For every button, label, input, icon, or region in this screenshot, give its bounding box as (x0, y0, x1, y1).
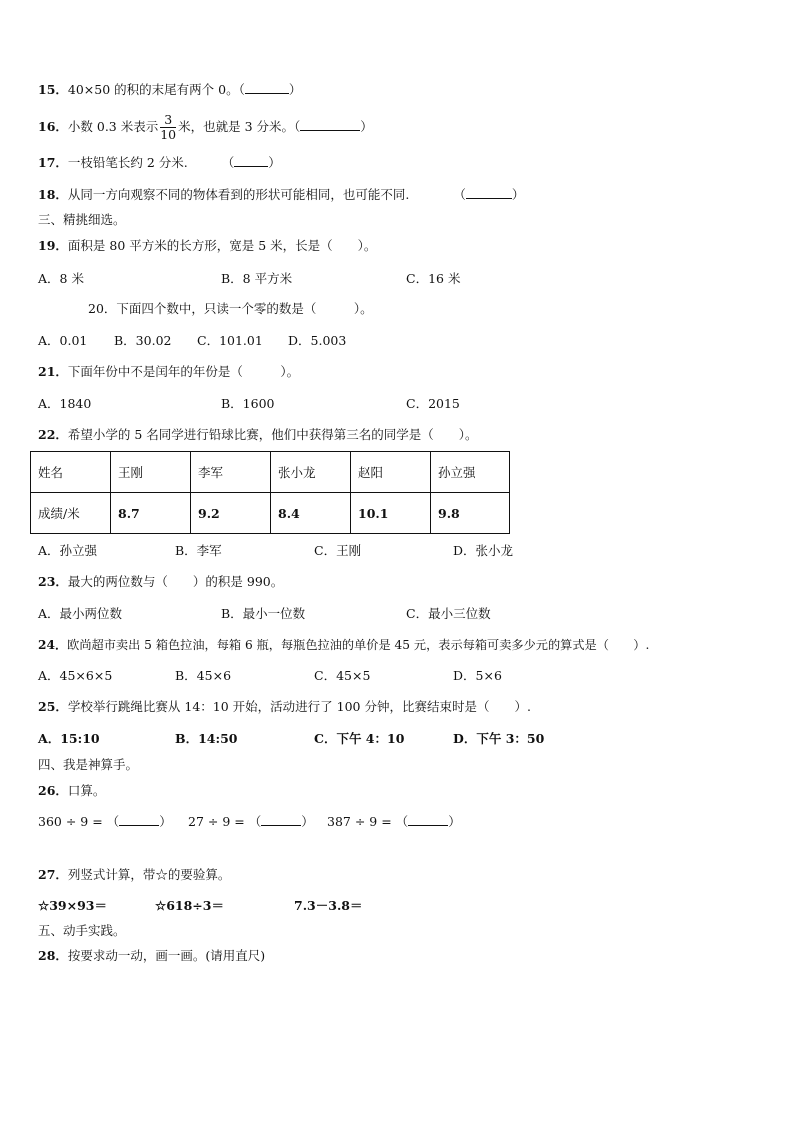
table-cell: 张小龙 (271, 452, 351, 493)
table-cell: 王刚 (111, 452, 191, 493)
question-23 (38, 573, 283, 591)
option-b[interactable]: B．1600 (221, 396, 275, 411)
answer-blank[interactable] (408, 813, 448, 826)
option-a[interactable]: A．1840 (38, 396, 92, 411)
option-a[interactable]: A．孙立强 (38, 543, 98, 558)
table-header-row (31, 452, 510, 493)
option-c[interactable]: C．2015 (406, 396, 460, 411)
option-c[interactable]: C．16 米 (406, 271, 461, 286)
table-cell: 成绩/米 (31, 493, 111, 534)
oral-calc-item: 360 ÷ 9 = （ ） (38, 814, 172, 829)
answer-blank[interactable] (261, 813, 301, 826)
question-text: 口算。 (67, 783, 106, 798)
question-28 (38, 947, 265, 965)
question-text: 一枝铅笔长约 2 分米. (67, 155, 188, 170)
question-number: 20． (88, 301, 117, 316)
option-b[interactable]: B．45×6 (175, 668, 232, 683)
question-22 (38, 426, 478, 444)
question-number: 25． (38, 699, 68, 714)
answer-blank[interactable] (300, 118, 360, 131)
question-text: 欧尚超市卖出 5 箱色拉油，每箱 6 瓶，每瓶色拉油的单价是 45 元，表示每箱可卖多少元的算式是（ ）. (67, 638, 650, 652)
question-text: 小数 0.3 米表示 (67, 119, 159, 134)
option-a[interactable]: A．8 米 (38, 271, 84, 286)
option-a[interactable]: A．0.01 (38, 333, 88, 348)
question-25 (38, 698, 531, 716)
section-heading-4: 四、我是神算手。 (38, 757, 139, 772)
option-d[interactable]: D．5×6 (453, 668, 502, 683)
question-number: 27． (38, 867, 68, 882)
answer-blank[interactable] (119, 813, 159, 826)
question-number: 19． (38, 238, 68, 253)
question-text: 下面年份中不是闰年的年份是（ ）。 (67, 364, 300, 379)
answer-blank[interactable] (466, 186, 512, 199)
section-heading-3: 三、精挑细选。 (38, 212, 126, 227)
option-b[interactable]: B．30.02 (114, 333, 172, 348)
question-number: 18． (38, 187, 68, 202)
question-18: 18．从同一方向观察不同的物体看到的形状可能相同，也可能不同. （ ） (38, 187, 525, 202)
option-b[interactable]: B．最小一位数 (221, 606, 306, 621)
question-number: 26． (38, 783, 68, 798)
vertical-calc-item: ☆618÷3＝ (155, 898, 224, 913)
table-cell: 10.1 (351, 493, 431, 534)
question-text: 希望小学的 5 名同学进行铅球比赛，他们中获得第三名的同学是（ ）。 (67, 427, 478, 442)
question-text: 学校举行跳绳比赛从 14：10 开始，活动进行了 100 分钟，比赛结束时是（ ）. (67, 699, 531, 714)
question-17: 17．一枝铅笔长约 2 分米. （ ） (38, 155, 281, 170)
answer-blank[interactable] (234, 154, 268, 167)
question-number: 16． (38, 119, 68, 134)
table-cell: 姓名 (31, 452, 111, 493)
question-text-cont: 米，也就是 3 分米。（ (178, 119, 301, 134)
question-number: 24． (38, 638, 68, 652)
question-26 (38, 782, 105, 800)
question-text: 面积是 80 平方米的长方形，宽是 5 米，长是（ ）。 (67, 238, 377, 253)
table-cell: 8.7 (111, 493, 191, 534)
vertical-calc-item: 7.3－3.8＝ (294, 898, 363, 913)
section-heading-5: 五、动手实践。 (38, 923, 126, 938)
question-text: 按要求动一动，画一画。(请用直尺) (67, 948, 266, 963)
table-cell: 9.8 (431, 493, 510, 534)
question-text: 下面四个数中，只读一个零的数是（ ）。 (116, 301, 373, 316)
question-16: 16．小数 0.3 米表示 $\frac{3}{10}$ 米，也就是 3 分米。（ ） (38, 112, 373, 142)
option-c[interactable]: C．101.01 (197, 333, 263, 348)
option-a[interactable]: A．45×6×5 (38, 668, 113, 683)
option-c[interactable]: C．下午 4：10 (314, 731, 405, 746)
vertical-calc-item: ☆39×93＝ (38, 898, 107, 913)
table-cell: 9.2 (191, 493, 271, 534)
table-cell: 李军 (191, 452, 271, 493)
question-text: 从同一方向观察不同的物体看到的形状可能相同，也可能不同. (67, 187, 410, 202)
table-cell: 孙立强 (431, 452, 510, 493)
option-d[interactable]: D．5.003 (288, 333, 347, 348)
option-c[interactable]: C．王刚 (314, 543, 362, 558)
question-text: 40×50 的积的末尾有两个 0。（ (67, 82, 245, 97)
question-21 (38, 363, 299, 381)
question-number: 22． (38, 427, 68, 442)
question-20 (88, 300, 373, 318)
table-cell: 赵阳 (351, 452, 431, 493)
option-b[interactable]: B．李军 (175, 543, 222, 558)
option-c[interactable]: C．最小三位数 (406, 606, 491, 621)
question-number: 21． (38, 364, 68, 379)
oral-calc-item: 27 ÷ 9 = （ ） (188, 814, 314, 829)
question-text: 最大的两位数与（ ）的积是 990。 (67, 574, 284, 589)
question-number: 28． (38, 948, 68, 963)
question-24 (38, 636, 649, 654)
question-27 (38, 866, 230, 884)
option-a[interactable]: A．最小两位数 (38, 606, 123, 621)
option-d[interactable]: D．下午 3：50 (453, 731, 545, 746)
score-table (30, 451, 510, 534)
table-cell: 8.4 (271, 493, 351, 534)
option-b[interactable]: B．14:50 (175, 731, 238, 746)
question-19 (38, 237, 376, 255)
question-15: 15．40×50 的积的末尾有两个 0。（ ） (38, 82, 302, 97)
question-number: 23． (38, 574, 68, 589)
option-a[interactable]: A．15:10 (38, 731, 100, 746)
fraction: $\frac{3}{10}$ (160, 112, 177, 142)
question-number: 15． (38, 82, 68, 97)
question-number: 17． (38, 155, 68, 170)
oral-calc-item: 387 ÷ 9 = （ ） (327, 814, 461, 829)
answer-blank[interactable] (245, 81, 289, 94)
table-row (31, 493, 510, 534)
option-b[interactable]: B．8 平方米 (221, 271, 293, 286)
option-c[interactable]: C．45×5 (314, 668, 371, 683)
option-d[interactable]: D．张小龙 (453, 543, 514, 558)
question-text: 列竖式计算，带☆的要验算。 (67, 867, 231, 882)
